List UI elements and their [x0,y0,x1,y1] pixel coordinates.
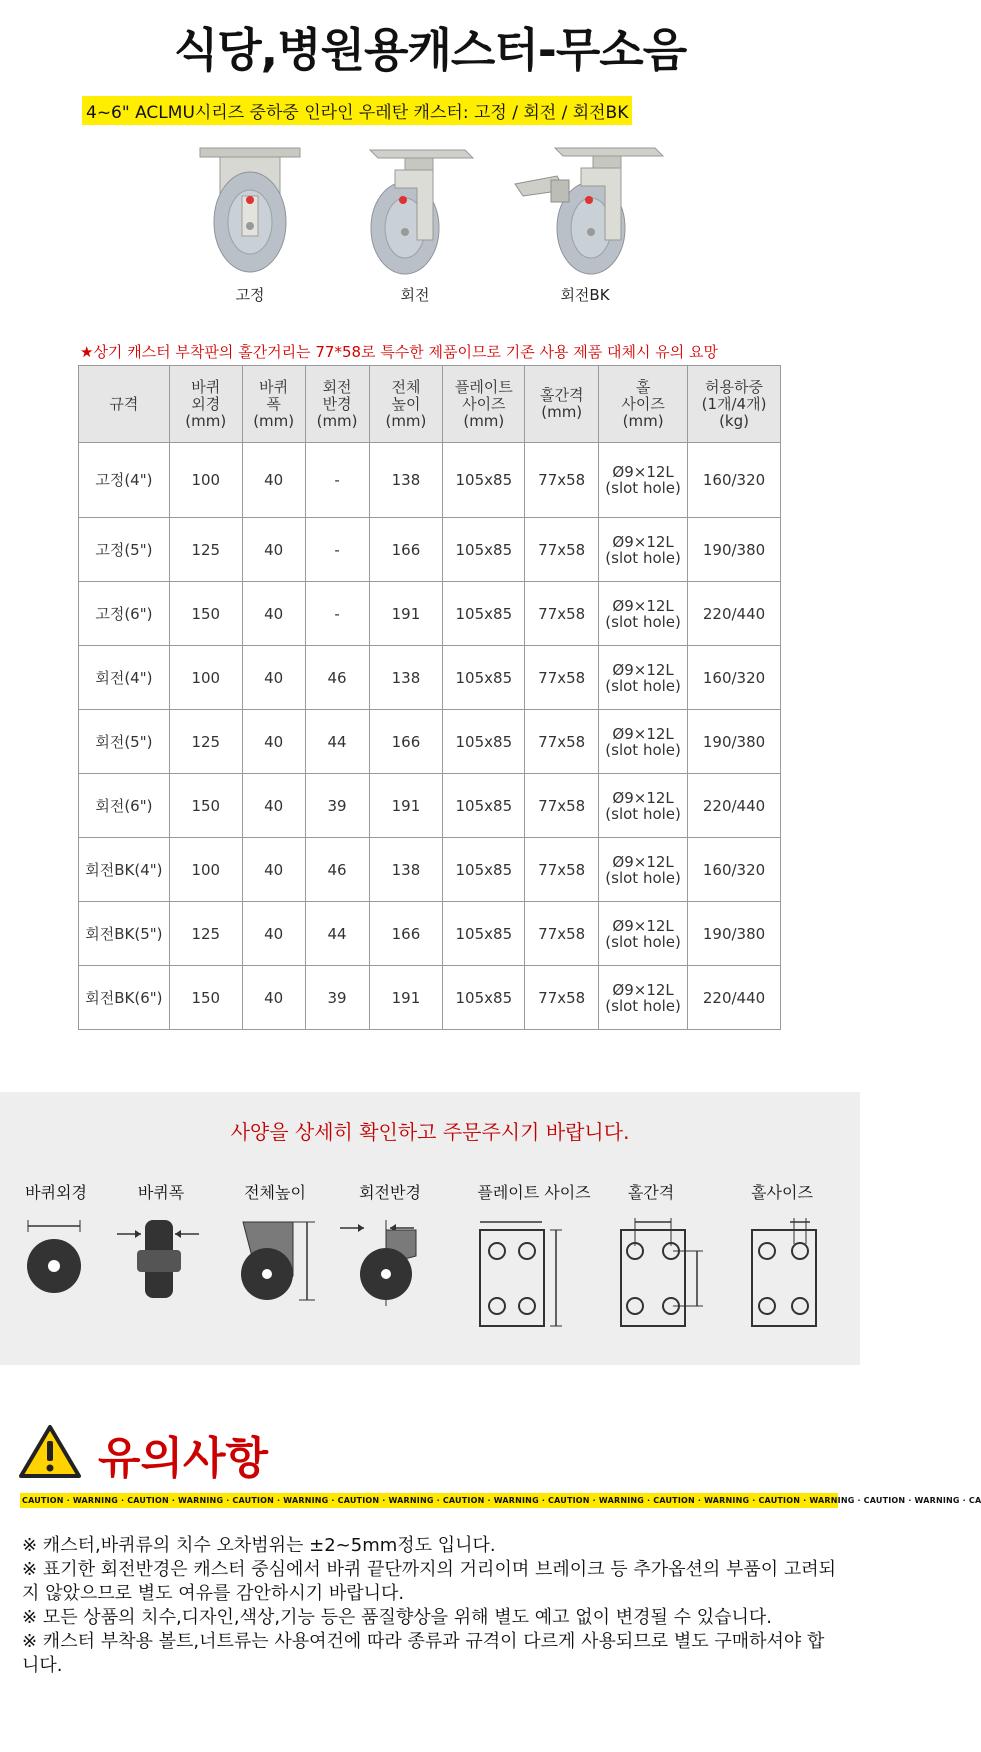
product-series-subtitle: 4~6" ACLMU시리즈 중하중 인라인 우레탄 캐스터: 고정 / 회전 / 회전BK [82,96,632,125]
table-row: 고정(5") 125 40 - 166 105x85 77x58 Ø9×12L (slot hole) 190/380 [79,518,781,582]
header-hole-size: 홀 사이즈 (mm) [599,366,688,443]
header-wheel-width: 바퀴 폭 (mm) [242,366,305,443]
table-row: 회전(6") 150 40 39 191 105x85 77x58 Ø9×12L (slot hole) 220/440 [79,774,781,838]
wheel-width-icon [101,1216,221,1316]
table-header-row [79,366,781,443]
page-title: 식당,병원용캐스터-무소음 [173,23,687,77]
table-row: 회전(5") 125 40 44 166 105x85 77x58 Ø9×12L (slot hole) 190/380 [79,710,781,774]
header-plate-size: 플레이트 사이즈 (mm) [443,366,525,443]
caution-notes [22,1534,840,1678]
product-label: 회전 [400,286,430,304]
caution-title: 유의사항 [98,1433,269,1484]
header-load-capacity: 허용하중 (1개/4개) (kg) [688,366,781,443]
table-row: 고정(6") 150 40 - 191 105x85 77x58 Ø9×12L (slot hole) 220/440 [79,582,781,646]
swivel-radius-icon [330,1216,450,1316]
dimension-guide: 사양을 상세히 확인하고 주문주시기 바랍니다. 바퀴외경 바퀴폭 전체높이 회전반경 플레이트 사이즈 홀간격 홀사이즈 [0,1092,860,1365]
caution-tape [20,1493,981,1508]
hole-size-icon [722,1216,842,1326]
header-wheel-diameter: 바퀴 외경 (mm) [169,366,242,443]
wheel-diameter-icon [0,1216,116,1316]
product-label: 회전BK [560,286,610,304]
header-hole-spacing: 홀간격 (mm) [525,366,599,443]
spec-table [78,365,781,1030]
hole-spacing-notice: ★상기 캐스터 부착판의 홀간거리는 77*58로 특수한 제품이므로 기존 사용 제품 대체시 유의 요망 [80,343,718,361]
hole-spacing-icon [591,1216,711,1326]
swivel-brake-caster-icon [495,140,675,280]
product-gallery [95,140,735,310]
product-swivel-brake [495,140,675,310]
table-row: 회전BK(5") 125 40 44 166 105x85 77x58 Ø9×12L (slot hole) 190/380 [79,902,781,966]
caution-tape-text: CAUTION · WARNING · CAUTION · WARNING · CAUTION · WARNING · CAUTION · WARNING · CAUTION · WARNING · CAUTION · WARNING · CAUTION · WARNING · CAUTION · WARNING · CAUTION · WARNING · CA [22,1496,981,1505]
caution-note: ※ 캐스터,바퀴류의 치수 오차범위는 ±2~5mm정도 입니다. [22,1535,496,1556]
warning-triangle-icon [18,1424,82,1480]
total-height-icon [215,1216,335,1316]
product-label: 고정 [235,286,265,304]
dimension-guide-title: 사양을 상세히 확인하고 주문주시기 바랍니다. [230,1120,630,1144]
caution-note: ※ 캐스터 부착용 볼트,너트류는 사용여건에 따라 종류과 규격이 다르게 사용되므로 별도 구매하셔야 합니다. [22,1631,825,1676]
product-rigid [160,140,340,310]
plate-size-icon [464,1216,604,1326]
swivel-caster-icon [325,140,505,280]
table-row: 고정(4") 100 40 - 138 105x85 77x58 Ø9×12L (slot hole) 160/320 [79,443,781,518]
header-swivel-radius: 회전 반경 (mm) [305,366,369,443]
table-row: 회전BK(6") 150 40 39 191 105x85 77x58 Ø9×12L (slot hole) 220/440 [79,966,781,1030]
rigid-caster-icon [160,140,340,280]
table-row: 회전(4") 100 40 46 138 105x85 77x58 Ø9×12L (slot hole) 160/320 [79,646,781,710]
product-swivel [325,140,505,310]
caution-note: ※ 표기한 회전반경은 캐스터 중심에서 바퀴 끝단까지의 거리이며 브레이크 등 추가옵션의 부품이 고려되지 않았으므로 별도 여유를 감안하시기 바랍니다. [22,1559,837,1604]
table-row: 회전BK(4") 100 40 46 138 105x85 77x58 Ø9×12L (slot hole) 160/320 [79,838,781,902]
header-size: 규격 [79,366,170,443]
header-total-height: 전체 높이 (mm) [369,366,443,443]
caution-note: ※ 모든 상품의 치수,디자인,색상,기능 등은 품질향상을 위해 별도 예고 없이 변경될 수 있습니다. [22,1607,772,1628]
